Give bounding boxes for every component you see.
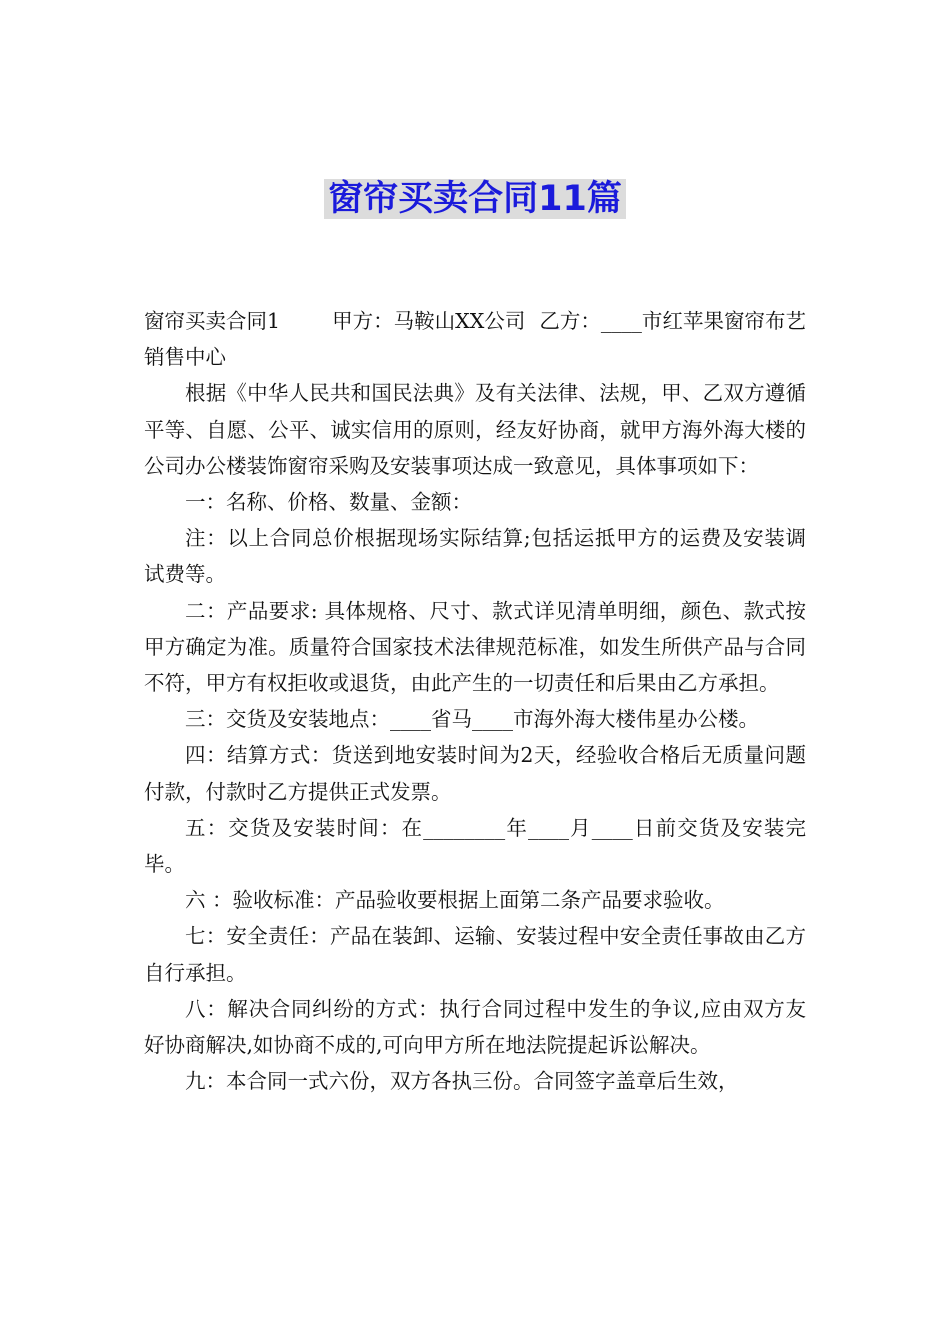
clause-4: 四：结算方式：货送到地安装时间为2天，经验收合格后无质量问题付款，付款时乙方提供正式发票。	[144, 743, 806, 804]
clause-7: 七：安全责任：产品在装卸、运输、安装过程中安全责任事故由乙方自行承担。	[144, 924, 806, 985]
document-title-text: 窗帘买卖合同11篇	[324, 179, 626, 219]
clause-1: 一：名称、价格、数量、金额：	[185, 490, 472, 515]
clause-2: 二：产品要求: 具体规格、尺寸、款式详见清单明细，颜色、款式按甲方确定为准。质量符合国家技术法律规范标准，如发生所供产品与合同不符，甲方有权拒收或退货，由此产生的一切责任和后果由乙方承担。	[144, 598, 806, 696]
contract-intro	[144, 303, 806, 375]
document-title	[0, 172, 950, 226]
party-a: 甲方：马鞍山XX公司	[332, 309, 526, 333]
paragraph-preamble: 根据《中华人民共和国民法典》及有关法律、法规，甲、乙双方遵循平等、自愿、公平、诚实信用的原则，经友好协商，就甲方海外海大楼的公司办公楼装饰窗帘采购及安装事项达成一致意见，具体事项如下：	[144, 381, 806, 478]
clause-9: 九：本合同一式六份，双方各执三份。合同签字盖章后生效，	[185, 1069, 739, 1094]
clause-8: 八：解决合同纠纷的方式：执行合同过程中发生的争议,应由双方友好协商解决,如协商不成的,可向甲方所在地法院提起诉讼解决。	[144, 996, 806, 1058]
clause-note: 注：以上合同总价根据现场实际结算;包括运抵甲方的运费及安装调试费等。	[144, 526, 806, 587]
document-body	[144, 303, 806, 1099]
contract-heading: 窗帘买卖合同1	[144, 309, 281, 333]
party-b: 乙方：____市红苹果窗帘布艺销售中心	[144, 309, 806, 370]
clause-6: 六 ：验收标准：产品验收要根据上面第二条产品要求验收。	[185, 888, 725, 913]
clause-5: 五：交货及安装时间：在________年____月____日前交货及安装完毕。	[144, 815, 806, 877]
clause-3: 三：交货及安装地点：____省马____市海外海大楼伟星办公楼。	[185, 707, 759, 732]
